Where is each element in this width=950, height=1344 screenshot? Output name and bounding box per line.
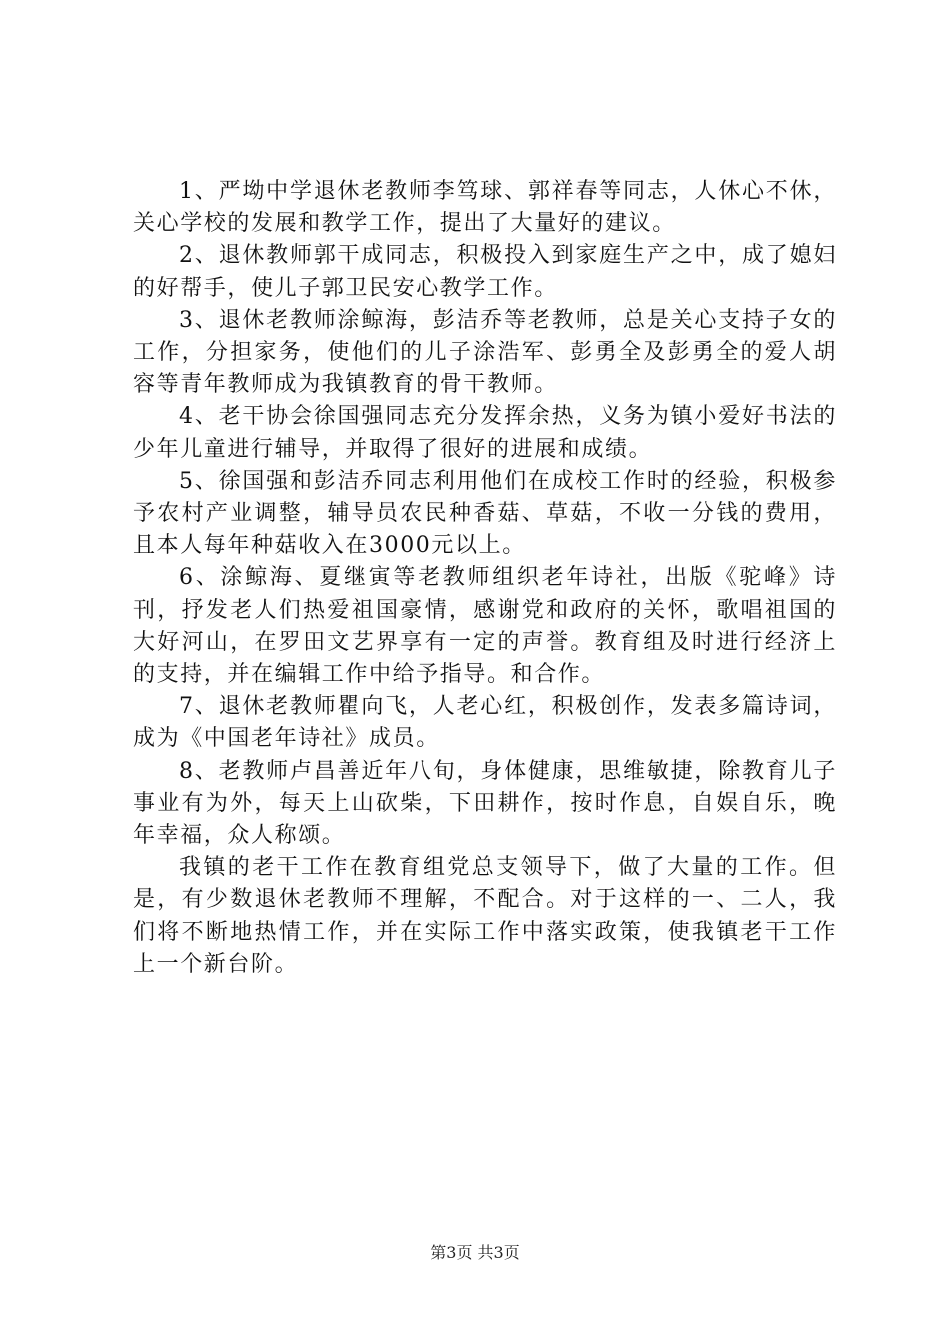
- paragraph-2: 2、退休教师郭干成同志，积极投入到家庭生产之中，成了媳妇的好帮手，使儿子郭卫民安心教学工作。: [133, 243, 837, 301]
- paragraph-1: 1、严坳中学退休老教师李笃球、郭祥春等同志，人休心不休，关心学校的发展和教学工作，提出了大量好的建议。: [133, 179, 837, 237]
- page-number-footer: 第3页 共3页: [430, 1243, 520, 1262]
- paragraph-8: 8、老教师卢昌善近年八旬，身体健康，思维敏捷，除教育儿子事业有为外，每天上山砍柴，下田耕作，按时作息，自娱自乐，晚年幸福，众人称颂。: [133, 758, 837, 849]
- paragraph-conclusion: 我镇的老干工作在教育组党总支领导下，做了大量的工作。但是，有少数退休老教师不理解，不配合。对于这样的一、二人，我们将不断地热情工作，并在实际工作中落实政策，使我镇老干工作上一个新台阶。: [133, 855, 837, 977]
- paragraph-6: 6、涂鲸海、夏继寅等老教师组织老年诗社，出版《驼峰》诗刊，抒发老人们热爱祖国豪情，感谢党和政府的关怀，歌唱祖国的大好河山，在罗田文艺界享有一定的声誉。教育组及时进行经济上的支持，并在编辑工作中给予指导。和合作。: [133, 565, 837, 688]
- paragraph-3: 3、退休老教师涂鲸海，彭洁乔等老教师，总是关心支持子女的工作，分担家务，使他们的儿子涂浩军、彭勇全及彭勇全的爱人胡容等青年教师成为我镇教育的骨干教师。: [133, 307, 837, 398]
- document-body: [133, 176, 837, 981]
- paragraph-4: 4、老干协会徐国强同志充分发挥余热，义务为镇小爱好书法的少年儿童进行辅导，并取得了很好的进展和成绩。: [133, 404, 837, 462]
- paragraph-7: 7、退休老教师瞿向飞，人老心红，积极创作，发表多篇诗词，成为《中国老年诗社》成员。: [133, 694, 837, 752]
- paragraph-5: 5、徐国强和彭洁乔同志利用他们在成校工作时的经验，积极参予农村产业调整，辅导员农民种香菇、草菇，不收一分钱的费用，且本人每年种菇收入在3000元以上。: [133, 468, 837, 559]
